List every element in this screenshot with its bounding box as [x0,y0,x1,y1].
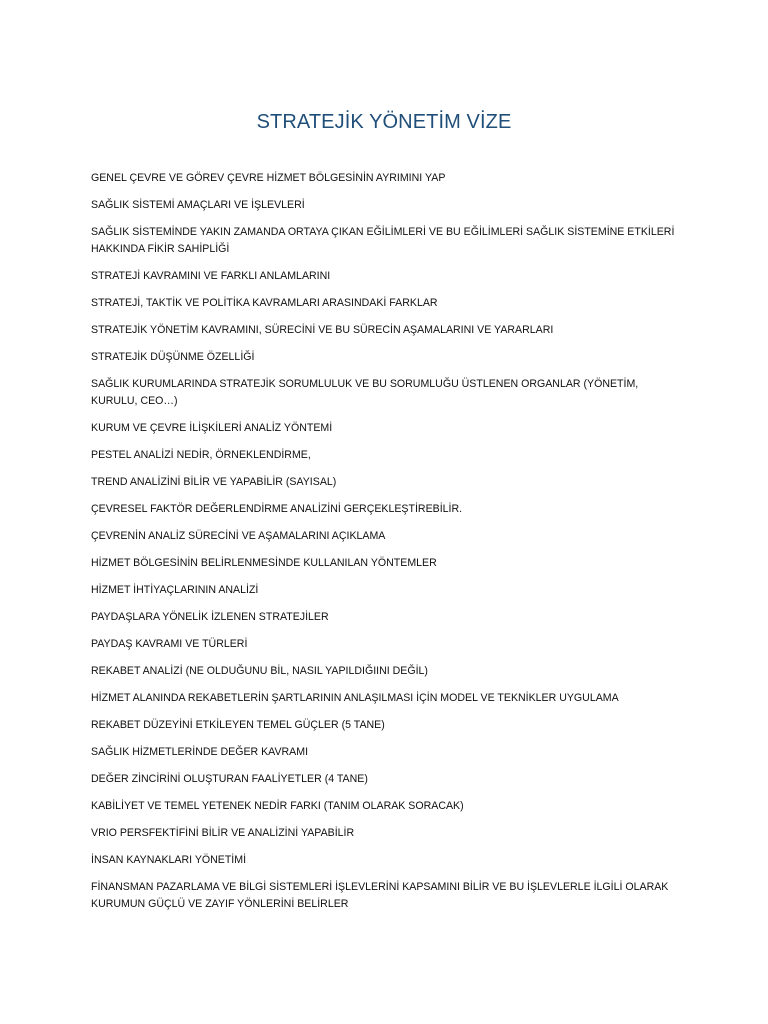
list-item: GENEL ÇEVRE VE GÖREV ÇEVRE HİZMET BÖLGESİNİN AYRIMINI YAP [91,172,446,184]
list-item: HİZMET BÖLGESİNİN BELİRLENMESİNDE KULLANILAN YÖNTEMLER [91,557,437,569]
list-item: ÇEVRENİN ANALİZ SÜRECİNİ VE AŞAMALARINI AÇIKLAMA [91,530,386,542]
list-item: STRATEJİK DÜŞÜNME ÖZELLİĞİ [91,351,255,363]
list-item: TREND ANALİZİNİ BİLİR VE YAPABİLİR (SAYISAL) [91,476,337,488]
document-title: STRATEJİK YÖNETİM VİZE [256,111,512,133]
list-item: DEĞER ZİNCİRİNİ OLUŞTURAN FAALİYETLER (4 TANE) [91,773,368,785]
list-item: SAĞLIK HİZMETLERİNDE DEĞER KAVRAMI [91,746,309,758]
list-item: PESTEL ANALİZİ NEDİR, ÖRNEKLENDİRME, [91,449,311,461]
list-item: HİZMET İHTİYAÇLARININ ANALİZİ [91,584,259,596]
list-item: VRIO PERSFEKTİFİNİ BİLİR VE ANALİZİNİ YAPABİLİR [91,827,355,839]
list-item: İNSAN KAYNAKLARI YÖNETİMİ [91,854,247,866]
list-item: HİZMET ALANINDA REKABETLERİN ŞARTLARININ ANLAŞILMASI İÇİN MODEL VE TEKNİKLER UYGULAMA [91,692,619,704]
list-item: REKABET ANALİZİ (NE OLDUĞUNU BİL, NASIL YAPILDIĞIINI DEĞİL) [91,665,428,677]
list-item: REKABET DÜZEYİNİ ETKİLEYEN TEMEL GÜÇLER (5 TANE) [91,719,385,731]
list-item: STRATEJİ KAVRAMINI VE FARKLI ANLAMLARINI [91,270,331,282]
list-item: PAYDAŞ KAVRAMI VE TÜRLERİ [91,638,248,650]
list-item: SAĞLIK SİSTEMİNDE YAKIN ZAMANDA ORTAYA ÇIKAN EĞİLİMLERİ VE BU EĞİLİMLERİ SAĞLIK SİSTEMİNE ETKİLERİ HAKKINDA FİKİR SAHİPLİĞİ [91,226,675,255]
list-item: SAĞLIK SİSTEMİ AMAÇLARI VE İŞLEVLERİ [91,199,305,211]
list-item: STRATEJİ, TAKTİK VE POLİTİKA KAVRAMLARI ARASINDAKİ FARKLAR [91,297,438,309]
list-item: KABİLİYET VE TEMEL YETENEK NEDİR FARKI (TANIM OLARAK SORACAK) [91,800,464,812]
list-item: ÇEVRESEL FAKTÖR DEĞERLENDİRME ANALİZİNİ GERÇEKLEŞTİREBİLİR. [91,503,463,515]
topic-list [91,170,681,923]
list-item: PAYDAŞLARA YÖNELİK İZLENEN STRATEJİLER [91,611,329,623]
list-item: FİNANSMAN PAZARLAMA VE BİLGİ SİSTEMLERİ İŞLEVLERİNİ KAPSAMINI BİLİR VE BU İŞLEVLERLE İLGİLİ OLARAK KURUMUN GÜÇLÜ VE ZAYIF YÖNLERİNİ BELİRLER [91,881,669,910]
list-item: KURUM VE ÇEVRE İLİŞKİLERİ ANALİZ YÖNTEMİ [91,422,333,434]
list-item: SAĞLIK KURUMLARINDA STRATEJİK SORUMLULUK VE BU SORUMLUĞU ÜSTLENEN ORGANLAR (YÖNETİM, KURULU, CEO…) [91,378,639,407]
list-item: STRATEJİK YÖNETİM KAVRAMINI, SÜRECİNİ VE BU SÜRECİN AŞAMALARINI VE YARARLARI [91,324,554,336]
